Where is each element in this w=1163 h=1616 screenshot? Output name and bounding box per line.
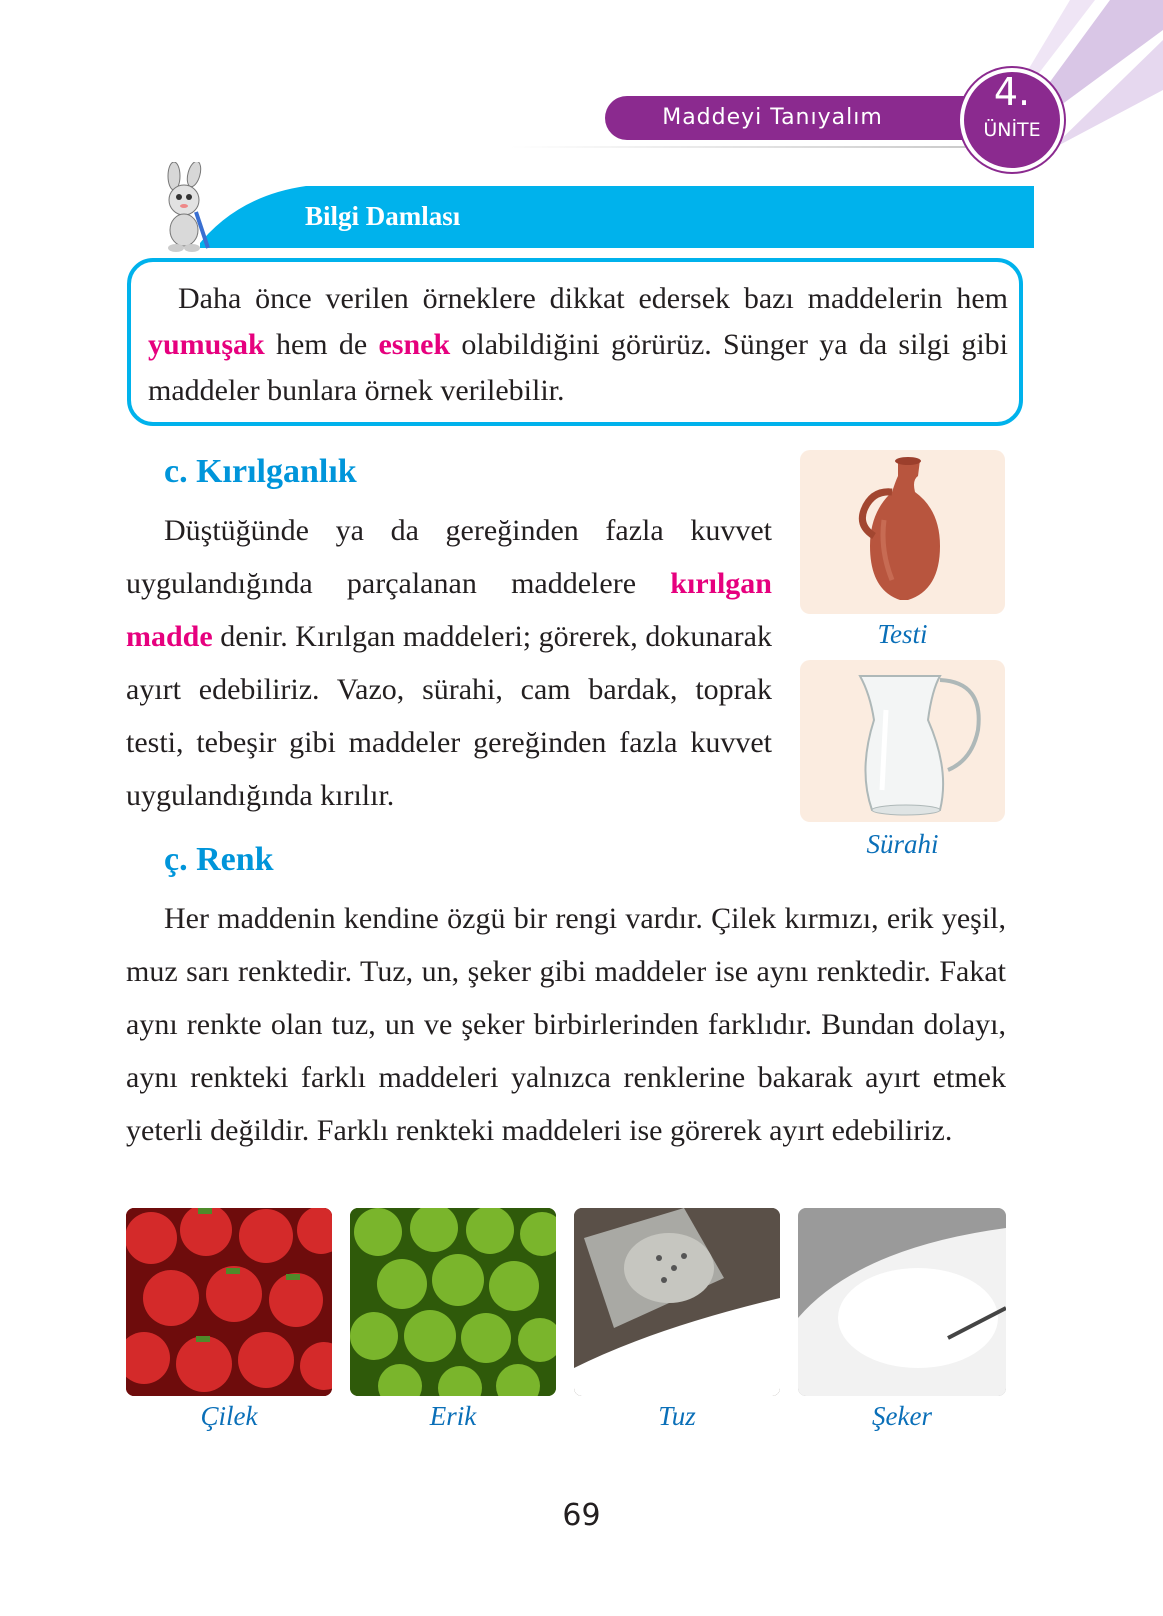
erik-image: [350, 1208, 556, 1396]
caption-testi: Testi: [877, 619, 928, 649]
caption-surahi: Sürahi: [866, 829, 939, 859]
clay-jug-image: [800, 450, 1005, 614]
green-plums-image: [350, 1208, 556, 1396]
sugar-image: [798, 1208, 1006, 1396]
surahi-image: [800, 660, 1005, 822]
section-title-renk: ç. Renk: [164, 841, 274, 878]
glass-pitcher-image: [800, 660, 1005, 822]
info-title: Bilgi Damlası: [305, 201, 461, 231]
unit-label: ÜNİTE: [983, 119, 1041, 141]
strawberries-image: [126, 1208, 332, 1396]
caption-seker: Şeker: [872, 1401, 932, 1431]
section-c-paragraph: Düştüğünde ya da gereğinden fazla kuvvet uygulandığında parçalanan maddelere kırılgan madde denir. Kırılgan maddeleri; görerek, dokunarak ayırt edebiliriz. Vazo, sürahi, cam bardak, toprak testi, tebeşir gibi maddeler gereğinden fazla kuvvet uygulandığında kırılır.: [126, 514, 772, 812]
unit-title: Maddeyi Tanıyalım: [662, 105, 883, 130]
highlight-yumusak: yumuşak: [148, 328, 265, 361]
tuz-image: [574, 1208, 780, 1396]
rabbit-mascot-icon: [152, 162, 222, 252]
highlight-esnek: esnek: [378, 328, 451, 361]
caption-cilek: Çilek: [200, 1401, 258, 1431]
cilek-image: [126, 1208, 332, 1396]
highlight-kirilgan-madde: kırılgan madde: [126, 567, 772, 653]
page-number: 69: [562, 1498, 601, 1533]
caption-tuz: Tuz: [658, 1401, 696, 1431]
unit-number: 4.: [993, 70, 1031, 114]
section-cc-paragraph: Her maddenin kendine özgü bir rengi vardır. Çilek kırmızı, erik yeşil, muz sarı renktedir. Tuz, un, şeker gibi maddeler ise aynı renktedir. Fakat aynı renkte olan tuz, un ve şeker birbirlerinden farklıdır. Bundan dolayı, aynı renkteki farklı maddeleri yalnızca renklerine bakarak ayırt etmek yeterli değildir. Farklı renkteki maddeleri ise görerek ayırt edebiliriz.: [126, 902, 1006, 1147]
salt-shaker-image: [574, 1208, 780, 1396]
info-text: Daha önce verilen örneklere dikkat edersek bazı maddelerin hem yumuşak hem de esnek olabildiğini görürüz. Sünger ya da silgi gibi maddeler bunlara örnek verilebilir.: [148, 282, 1009, 407]
section-title-kirilganlik: c. Kırılganlık: [164, 453, 357, 490]
testi-image: [800, 450, 1005, 614]
header-underline: [510, 146, 980, 148]
caption-erik: Erik: [429, 1401, 477, 1431]
seker-image: [798, 1208, 1006, 1396]
